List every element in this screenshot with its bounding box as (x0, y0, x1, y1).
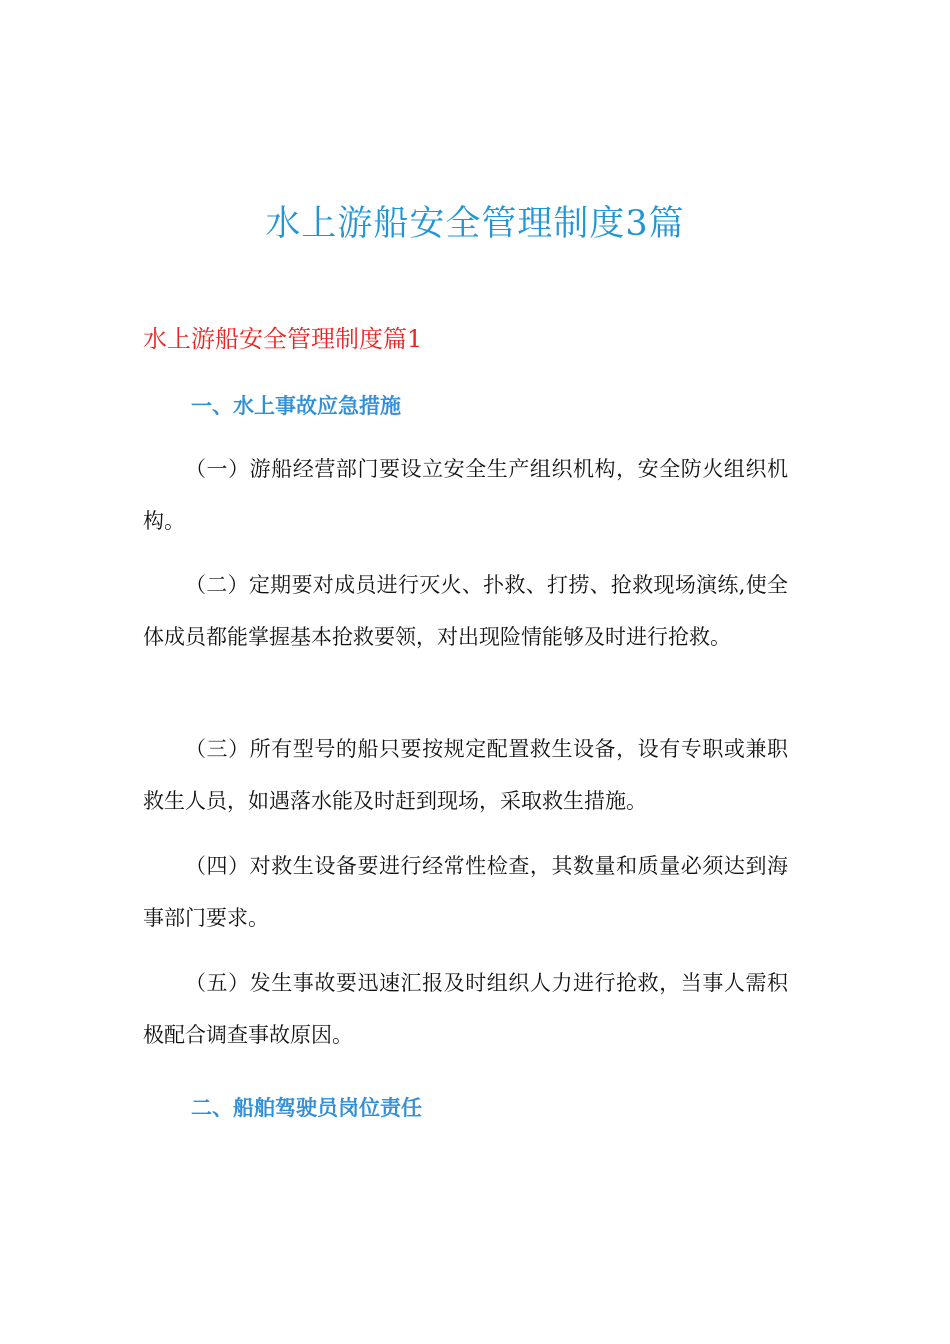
paragraph-1: （一）游船经营部门要设立安全生产组织机构，安全防火组织机构。 (143, 457, 788, 533)
heading-emergency-measures: 一、水上事故应急措施 (191, 394, 401, 418)
heading-driver-responsibilities: 二、船舶驾驶员岗位责任 (191, 1096, 422, 1120)
paragraph-2: （二）定期要对成员进行灭火、扑救、打捞、抢救现场演练,使全体成员都能掌握基本抢救要领，对出现险情能够及时进行抢救。 (143, 573, 788, 649)
paragraph-3: （三）所有型号的船只要按规定配置救生设备，设有专职或兼职救生人员，如遇落水能及时赶到现场，采取救生措施。 (143, 737, 788, 813)
paragraph-5: （五）发生事故要迅速汇报及时组织人力进行抢救，当事人需积极配合调查事故原因。 (143, 971, 788, 1047)
section-title: 水上游船安全管理制度篇1 (143, 325, 423, 353)
paragraph-4: （四）对救生设备要进行经常性检查，其数量和质量必须达到海事部门要求。 (143, 854, 788, 930)
document-title: 水上游船安全管理制度3篇 (265, 204, 685, 244)
